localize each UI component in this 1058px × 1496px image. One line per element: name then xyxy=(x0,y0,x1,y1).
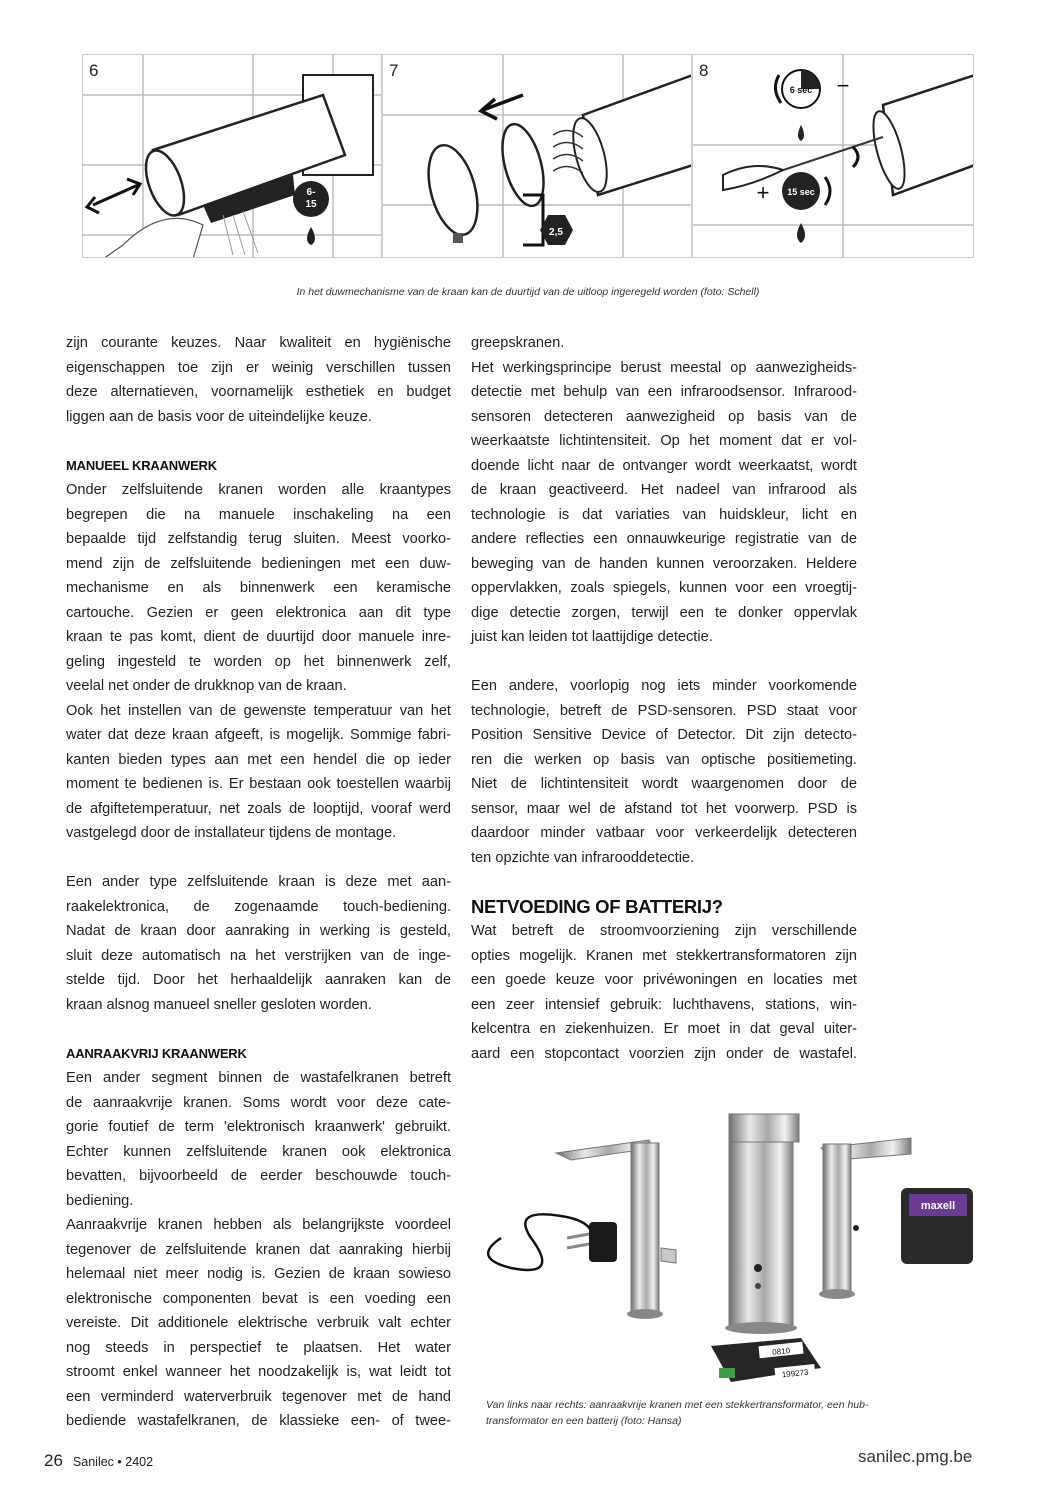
text-line: kelcentra en ziekenhuizen. Er moet in dat geval uiter- xyxy=(471,1021,857,1037)
text-line: eigenschappen toe zijn er weinig verschillen tussen xyxy=(66,359,451,376)
text-line: tegenover de zelfsluitende kranen dat aanraking hierbij xyxy=(66,1241,451,1258)
text-line: greepskranen. xyxy=(471,335,565,351)
text-line: technologie is dat variaties van huidskleur, licht en xyxy=(471,506,857,523)
text-line: kraan alsnog manueel sneller gesloten worden. xyxy=(66,996,372,1013)
text-line: dige detectie zorgen, terwijl een te donker oppervlak xyxy=(471,604,857,621)
text-line: oppervlakken, zoals spiegels, kunnen voor een vroegtij- xyxy=(471,580,857,596)
text-line: Niet de lichtintensiteit wordt waargenomen door de xyxy=(471,776,857,792)
faucets-and-power-supplies-illustration xyxy=(471,1098,996,1398)
section-subheading: MANUEEL KRAANWERK xyxy=(66,457,217,473)
text-line: begrepen die na manuele inschakeling na een xyxy=(66,506,451,523)
text-line: nog steeds in perspectief te plaatsen. Het water xyxy=(66,1339,451,1356)
text-line: cartouche. Gezien er geen elektronica aan dit type xyxy=(66,604,451,621)
plug-adapter xyxy=(589,1222,617,1262)
text-line: geling ingesteld te worden op het binnenwerk zelf, xyxy=(66,653,451,670)
text-line: weerkaatste lichtintensiteit. Op het moment dat er vol- xyxy=(471,433,857,449)
website-link[interactable]: sanilec.pmg.be xyxy=(858,1447,973,1466)
caption-line: Van links naar rechts: aanraakvrije kranen met een stekkertransformator, een hub- xyxy=(486,1399,869,1411)
svg-text:15: 15 xyxy=(305,199,317,210)
faucet-push-illustration xyxy=(83,55,382,258)
cap-removal-illustration xyxy=(383,55,692,258)
text-line: veelal net onder de drukknop van de kraan. xyxy=(66,678,347,694)
text-line: stroomt enkel wanneer het noodzakelijk is, wat leidt tot xyxy=(66,1364,451,1380)
minus-sign: − xyxy=(836,73,850,98)
section-heading: NETVOEDING OF BATTERIJ? xyxy=(471,895,723,917)
product-photo xyxy=(471,1098,996,1488)
left-column xyxy=(66,331,451,1434)
text-line: sensoren detecteren aanwezigheid op basis van de xyxy=(471,408,857,425)
text-line: moment te bedienen is. Er bestaan ook toestellen waarbij xyxy=(66,776,451,792)
text-line: bevatten, bijvoorbeeld de eerder beschouwde touch- xyxy=(66,1168,451,1184)
page-number: 26 xyxy=(44,1451,63,1470)
text-line: andere reflecties een onnauwkeurige registratie van de xyxy=(471,531,857,547)
text-line: bediening. xyxy=(66,1192,134,1209)
text-line: helemaal niet meer nodig is. Gezien de kraan sowieso xyxy=(66,1266,451,1282)
timer-minus-label: 6 sec xyxy=(789,85,813,95)
text-line: ten opzichte van infrarooddetectie. xyxy=(471,849,695,866)
text-line: Nadat de kraan door aanraking in werking is gesteld, xyxy=(66,923,451,939)
panel-number: 6 xyxy=(89,61,99,80)
text-line: doende licht naar de ontvanger wordt weerkaatst, wordt xyxy=(471,457,857,474)
text-line: sluit deze automatisch na het verstrijken van de inge- xyxy=(66,947,451,964)
panel-number: 7 xyxy=(389,61,399,80)
text-line: deze alternatieven, voornamelijk esthetiek en budget xyxy=(66,384,451,400)
power-cable xyxy=(488,1214,593,1270)
magazine-issue: Sanilec • 2402 xyxy=(72,1455,154,1469)
text-line: elektronische componenten bevat is een voeding een xyxy=(66,1290,451,1307)
text-line: Aanraakvrije kranen hebben als belangrijkste voordeel xyxy=(66,1217,451,1233)
right-column xyxy=(471,331,857,1066)
text-line: detectie met behulp van een infraroodsensor. Infrarood- xyxy=(471,384,857,400)
text-line: een verminderd waterverbruik tegenover met de hand xyxy=(66,1388,451,1405)
plus-sign: + xyxy=(756,180,770,205)
text-line: gorie foutief de term 'elektronisch kraanwerk' gebruikt. xyxy=(66,1119,451,1135)
text-line: bepaalde tijd zelfstandig terug sluiten. Meest voorko- xyxy=(66,531,451,547)
text-line: kraan te pas komt, dient de duurtijd door manuele inre- xyxy=(66,629,451,645)
text-line: kanten bieden types aan met een hendel die op ieder xyxy=(66,751,451,768)
text-line: een zeer intensief gebruik: luchthavens, stations, win- xyxy=(471,996,857,1013)
text-line: zijn courante keuzes. Naar kwaliteit en hygiënische xyxy=(66,335,451,351)
text-line: een goede keuze voor privéwoningen en locaties met xyxy=(471,972,857,988)
text-line: bediende wastafelkranen, de klassieke een- of twee- xyxy=(66,1413,451,1429)
instruction-figure xyxy=(82,54,974,258)
text-line: juist kan leiden tot laattijdige detectie. xyxy=(471,629,713,645)
text-line: mechanisme en als binnenwerk een keramische xyxy=(66,580,451,596)
text-line: beweging van de handen kunnen veroorzaken. Heldere xyxy=(471,555,857,572)
text-line: daardoor minder vatbaar voor verkeerdelijk detecteren xyxy=(471,825,857,841)
text-line: Een ander segment binnen de wastafelkranen betreft xyxy=(66,1070,451,1086)
instruction-panel-6 xyxy=(82,54,382,258)
paragraph-gap xyxy=(471,650,857,675)
product-photo-caption xyxy=(486,1397,956,1429)
timer-adjust-illustration xyxy=(693,55,974,258)
text-line: raakelektronica, de zogenaamde touch-bediening. xyxy=(66,898,451,915)
caption-line: transformator en een batterij (foto: Hansa) xyxy=(486,1415,682,1427)
text-line: vastgelegd door de installateur tijdens de montage. xyxy=(66,825,397,841)
text-line: aard een stopcontact voorzien zijn onder de wastafel. xyxy=(471,1045,857,1062)
text-line: liggen aan de basis voor de uiteindelijke keuze. xyxy=(66,408,372,425)
text-line: sensor, maar wel de afstand tot het voorwerp. PSD is xyxy=(471,800,857,817)
timer-label: 6- xyxy=(306,187,316,198)
text-line: opties mogelijk. Kranen met stekkertransformatoren zijn xyxy=(471,947,857,964)
text-line: vereiste. Dit additionele elektrische verbruik valt echter xyxy=(66,1315,451,1331)
key-size-label: 2,5 xyxy=(549,227,563,238)
text-line: de aanraakvrije kranen. Soms wordt voor deze cate- xyxy=(66,1094,451,1111)
text-line: Een andere, voorlopig nog iets minder voorkomende xyxy=(471,678,857,694)
text-line: stelde tijd. Door het herhaaldelijk aanraken kan de xyxy=(66,972,451,988)
paragraph-gap xyxy=(66,429,451,454)
text-line: water dat deze kraan afgeeft, is mogelijk. Sommige fabri- xyxy=(66,727,451,743)
timer-plus-label: 15 sec xyxy=(787,187,815,197)
text-line: de afgiftetemperatuur, net zoals de looptijd, vooraf werd xyxy=(66,800,451,817)
text-line: de kraan geactiveerd. Het nadeel van infrarood als xyxy=(471,482,857,498)
text-line: Ook het instellen van de gewenste temperatuur van het xyxy=(66,702,451,719)
battery-brand: maxell xyxy=(920,1200,956,1212)
text-line: Wat betreft de stroomvoorziening zijn verschillende xyxy=(471,923,857,939)
paragraph-gap xyxy=(66,1017,451,1042)
footer-left xyxy=(44,1451,153,1471)
text-line: Het werkingsprincipe berust meestal op aanwezigheids- xyxy=(471,359,857,376)
section-subheading: AANRAAKVRIJ KRAANWERK xyxy=(66,1045,247,1061)
text-line: technologie, betreft de PSD-sensoren. PSD staat voor xyxy=(471,702,857,719)
instruction-panel-7 xyxy=(382,54,692,258)
text-line: ren die werken op basis van optische positiemeting. xyxy=(471,751,857,768)
hub-label-bottom: 199273 xyxy=(781,1367,809,1380)
figure-caption: In het duwmechanisme van de kraan kan de duurtijd van de uitloop ingeregeld worden (foto: Schell) xyxy=(296,286,760,298)
hub-label-top: 0810 xyxy=(771,1346,791,1357)
text-line: Echter kunnen zelfsluitende kranen ook elektronica xyxy=(66,1143,451,1160)
text-line: Onder zelfsluitende kranen worden alle kraantypes xyxy=(66,482,451,498)
text-line: mend zijn de zelfsluitende bedieningen met een duw- xyxy=(66,555,451,572)
faucet-middle xyxy=(729,1118,793,1328)
instruction-panel-8 xyxy=(692,54,974,258)
paragraph-gap xyxy=(471,870,857,895)
text-line: Position Sensitive Device of Detector. Dit zijn detecto- xyxy=(471,727,857,743)
paragraph-gap xyxy=(66,846,451,871)
panel-number: 8 xyxy=(699,61,709,80)
text-line: Een ander type zelfsluitende kraan is deze met aan- xyxy=(66,874,451,890)
